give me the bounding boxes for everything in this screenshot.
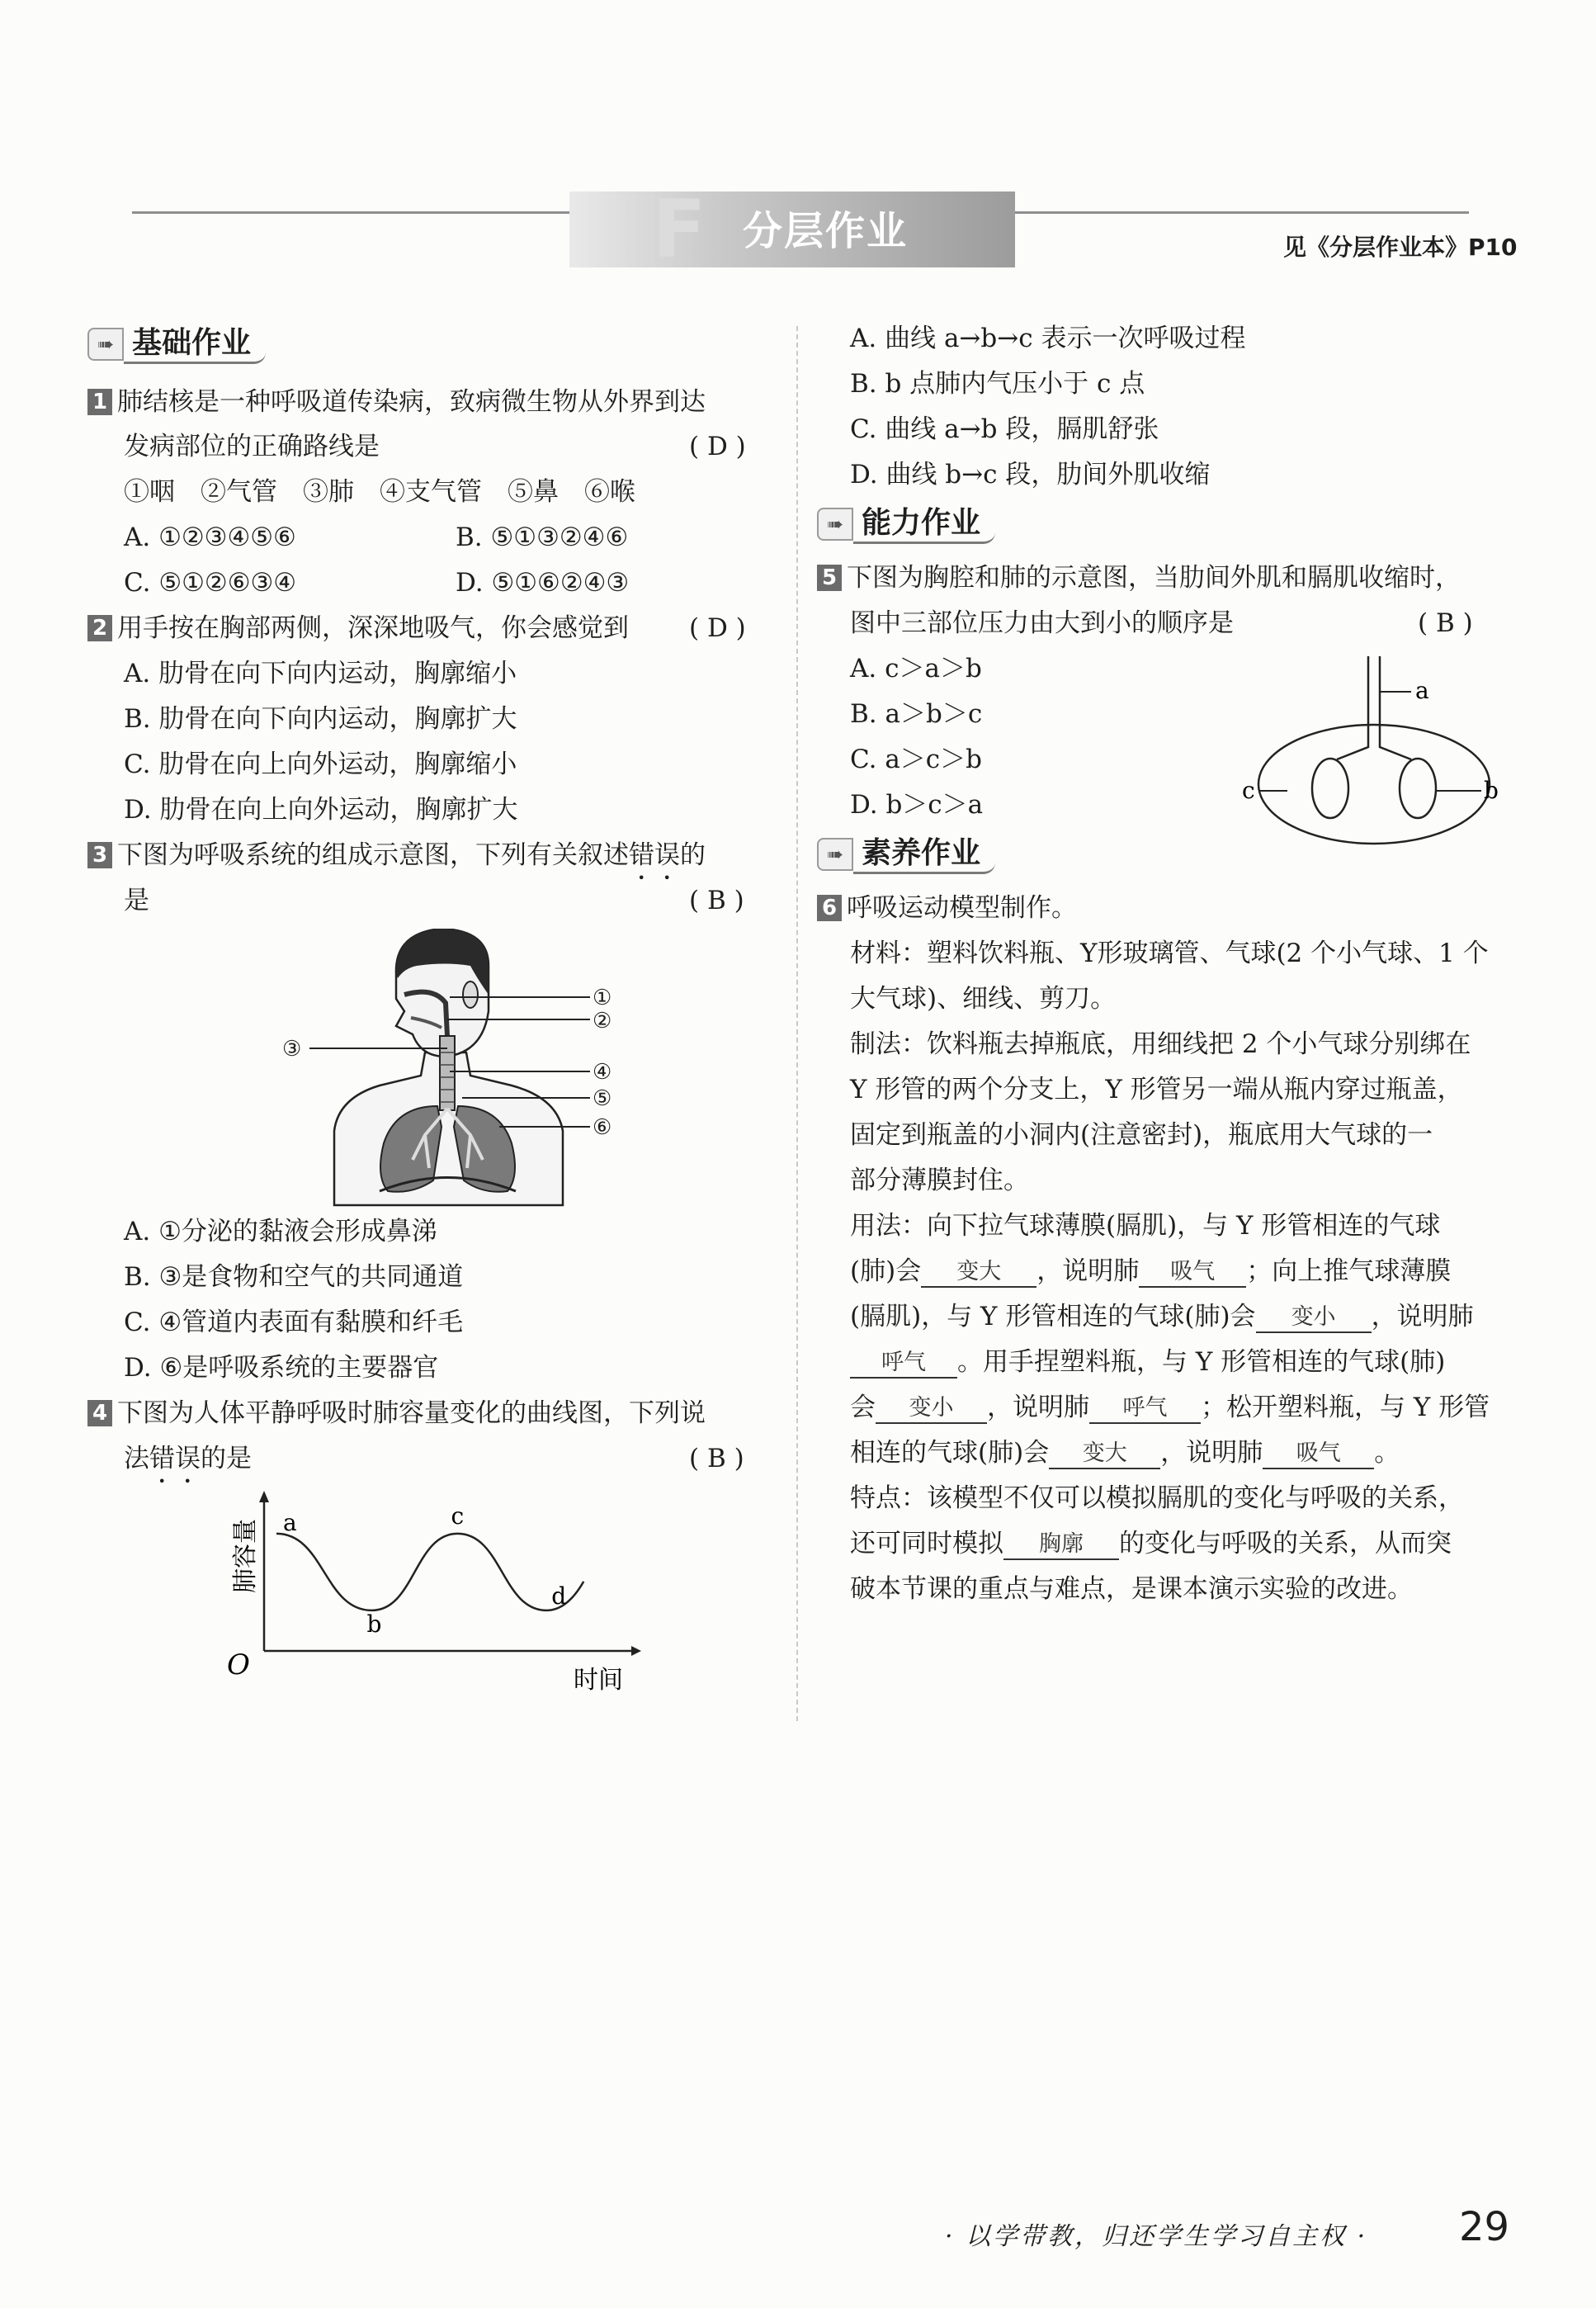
q6-blank-4: 呼气 — [850, 1349, 957, 1379]
label-2: ② — [593, 1009, 612, 1033]
q6-usage-4: 呼气 。用手捏塑料瓶，与 Y 形管相连的气球(肺) — [850, 1346, 1445, 1379]
q6-materials-2: 大气球)、细线、剪刀。 — [850, 984, 1117, 1014]
y-tube-left — [1337, 656, 1368, 759]
q4-number: 4 — [87, 1400, 112, 1426]
q3-answer: ( B ) — [689, 886, 744, 915]
q6-blank-1: 变大 — [921, 1258, 1036, 1288]
q4-emphasis: 错误 — [149, 1444, 201, 1473]
q1-option-c: C. ⑤①②⑥③④ — [124, 568, 297, 598]
right-lung-balloon — [1400, 759, 1436, 818]
q5-number: 5 — [817, 565, 842, 591]
q5-line2: 图中三部位压力由大到小的顺序是 — [850, 608, 1234, 638]
q4-option-c: C. 曲线 a→b 段，膈肌舒张 — [850, 414, 1159, 444]
q6-blank-6: 呼气 — [1089, 1394, 1201, 1424]
q4-option-a: A. 曲线 a→b→c 表示一次呼吸过程 — [850, 324, 1246, 353]
q3-option-a: A. ①分泌的黏液会形成鼻涕 — [124, 1217, 437, 1246]
q3-option-b: B. ③是食物和空气的共同通道 — [124, 1262, 464, 1292]
q2-option-a: A. 肋骨在向下向内运动，胸廓缩小 — [124, 659, 517, 688]
y-axis-arrow — [259, 1491, 269, 1502]
q6-method-1: 制法：饮料瓶去掉瓶底，用细线把 2 个小气球分别绑在 — [850, 1029, 1471, 1059]
q4-answer: ( B ) — [689, 1444, 744, 1473]
q4-line1: 4 下图为人体平静呼吸时肺容量变化的曲线图，下列说 — [87, 1397, 706, 1430]
q4-option-d: D. 曲线 b→c 段，肋间外肌收缩 — [850, 460, 1211, 490]
y-axis-label: 肺容量 — [231, 1519, 260, 1593]
header-logo-letter: F — [652, 183, 706, 276]
q6-usage-6: 相连的气球(肺)会 变大 ，说明肺 吸气 。 — [850, 1438, 1400, 1468]
column-divider — [796, 326, 798, 1721]
label-1: ① — [593, 986, 612, 1010]
page-number: 29 — [1459, 2204, 1510, 2250]
q6-blank-9: 胸廓 — [1003, 1530, 1119, 1560]
y-tube-right — [1380, 656, 1411, 759]
q1-items: ①咽 ②气管 ③肺 ④支气管 ⑤鼻 ⑥喉 — [124, 477, 635, 507]
q5-option-c: C. a＞c＞b — [850, 745, 983, 774]
curve-point-label-a: a — [283, 1508, 297, 1536]
q6-blank-5: 变小 — [876, 1394, 987, 1424]
q6-blank-7: 变大 — [1049, 1440, 1160, 1469]
q2-number: 2 — [87, 615, 112, 641]
section-literacy — [817, 835, 995, 873]
label-3: ③ — [282, 1037, 302, 1062]
q6-usage-3: (膈肌)，与 Y 形管相连的气球(肺)会 变小 ，说明肺 — [850, 1302, 1474, 1331]
trachea — [440, 1036, 455, 1110]
q2-option-c: C. 肋骨在向上向外运动，胸廓缩小 — [124, 750, 517, 779]
q6-usage-1: 用法：向下拉气球薄膜(膈肌)，与 Y 形管相连的气球 — [850, 1211, 1441, 1241]
q6-blank-3: 变小 — [1256, 1303, 1372, 1333]
label-6: ⑥ — [593, 1115, 612, 1140]
q5-option-a: A. c＞a＞b — [850, 654, 982, 683]
curve-point-label-c: c — [451, 1502, 465, 1530]
q6-number: 6 — [817, 895, 842, 921]
section-basic — [87, 325, 266, 363]
curve-point-label-d: d — [551, 1582, 567, 1610]
x-axis-label: 时间 — [574, 1666, 623, 1695]
q6-usage-5: 会 变小 ，说明肺 呼气 ；松开塑料瓶，与 Y 形管 — [850, 1393, 1490, 1422]
q1-option-b: B. ⑤①③②④⑥ — [456, 523, 629, 552]
q3-line2: 是 — [124, 886, 149, 915]
section-literacy-title: 素养作业 — [853, 835, 995, 874]
header-title: 分层作业 — [743, 208, 909, 254]
left-lung-balloon — [1312, 759, 1348, 818]
q6-materials-1: 材料：塑料饮料瓶、Y形玻璃管、气球(2 个小气球、1 个 — [850, 939, 1489, 968]
q5-answer: ( B ) — [1418, 608, 1473, 638]
q6-blank-8: 吸气 — [1263, 1440, 1374, 1469]
section-ability-title: 能力作业 — [853, 505, 995, 544]
q1-line1: 1 肺结核是一种呼吸道传染病，致病微生物从外界到达 — [87, 385, 706, 419]
arrow-icon: ➠ — [87, 328, 124, 361]
q6-method-4: 部分薄膜封住。 — [850, 1166, 1029, 1195]
label-b: b — [1484, 777, 1499, 804]
q6-feature-3: 破本节课的重点与难点，是课本演示实验的改进。 — [850, 1574, 1413, 1604]
q3-stem: 3 下图为呼吸系统的组成示意图，下列有关叙述错误的 — [87, 839, 706, 886]
q5-line1: 5 下图为胸腔和肺的示意图，当肋间外肌和膈肌收缩时， — [817, 561, 1461, 594]
q3-emphasis: 错误 — [629, 840, 680, 870]
label-5: ⑤ — [593, 1086, 612, 1111]
q4-line2: 法错误的是 — [124, 1444, 252, 1473]
ear — [463, 981, 478, 1008]
q3-number: 3 — [87, 842, 112, 868]
q3-option-d: D. ⑥是呼吸系统的主要器官 — [124, 1353, 439, 1383]
header-reference: 见《分层作业本》P10 — [1283, 234, 1518, 261]
q3-option-c: C. ④管道内表面有黏膜和纤毛 — [124, 1308, 464, 1337]
arrow-icon: ➠ — [817, 838, 853, 871]
q1-line2: 发病部位的正确路线是 — [124, 432, 380, 461]
q6-method-3: 固定到瓶盖的小洞内(注意密封)，瓶底用大气球的一 — [850, 1120, 1433, 1150]
label-4: ④ — [593, 1060, 612, 1085]
q4-option-b: B. b 点肺内气压小于 c 点 — [850, 369, 1145, 399]
section-ability — [817, 505, 995, 543]
respiratory-system-diagram — [272, 929, 635, 1209]
section-basic-title: 基础作业 — [124, 325, 266, 364]
curve-point-labels — [283, 1502, 566, 1638]
curve-point-label-b: b — [366, 1610, 382, 1638]
q6-feature-1: 特点：该模型不仅可以模拟膈肌的变化与呼吸的关系， — [850, 1483, 1464, 1513]
q2-stem: 2 用手按在胸部两侧，深深地吸气，你会感觉到 — [87, 612, 629, 645]
q6-blank-2: 吸气 — [1139, 1258, 1246, 1288]
q1-option-a: A. ①②③④⑤⑥ — [124, 523, 296, 552]
q1-answer: ( D ) — [689, 432, 746, 461]
q6-method-2: Y 形管的两个分支上，Y 形管另一端从瓶内穿过瓶盖， — [850, 1075, 1463, 1104]
q6-usage-2: (肺)会 变大 ，说明肺 吸气 ；向上推气球薄膜 — [850, 1256, 1452, 1286]
lung-volume-curve — [276, 1534, 583, 1610]
q1-option-d: D. ⑤①⑥②④③ — [456, 568, 630, 598]
q6-title: 6 呼吸运动模型制作。 — [817, 892, 1077, 925]
thorax-outline — [1258, 725, 1490, 844]
arrow-icon: ➠ — [817, 508, 853, 541]
q2-option-b: B. 肋骨在向下向内运动，胸廓扩大 — [124, 704, 517, 734]
lung-volume-chart — [219, 1486, 648, 1700]
label-c: c — [1242, 777, 1255, 804]
x-axis-arrow — [631, 1646, 641, 1656]
q5-option-d: D. b＞c＞a — [850, 790, 984, 820]
origin-label: O — [227, 1648, 250, 1681]
q2-option-d: D. 肋骨在向上向外运动，胸廓扩大 — [124, 795, 518, 825]
q5-option-b: B. a＞b＞c — [850, 699, 983, 729]
thoracic-cavity-diagram — [1238, 652, 1510, 850]
footer-slogan: · 以学带教，归还学生学习自主权 · — [945, 2222, 1368, 2251]
q6-feature-2: 还可同时模拟 胸廓 的变化与呼吸的关系，从而突 — [850, 1529, 1452, 1558]
q2-answer: ( D ) — [689, 613, 746, 643]
label-a: a — [1415, 677, 1429, 704]
q1-number: 1 — [87, 389, 112, 415]
